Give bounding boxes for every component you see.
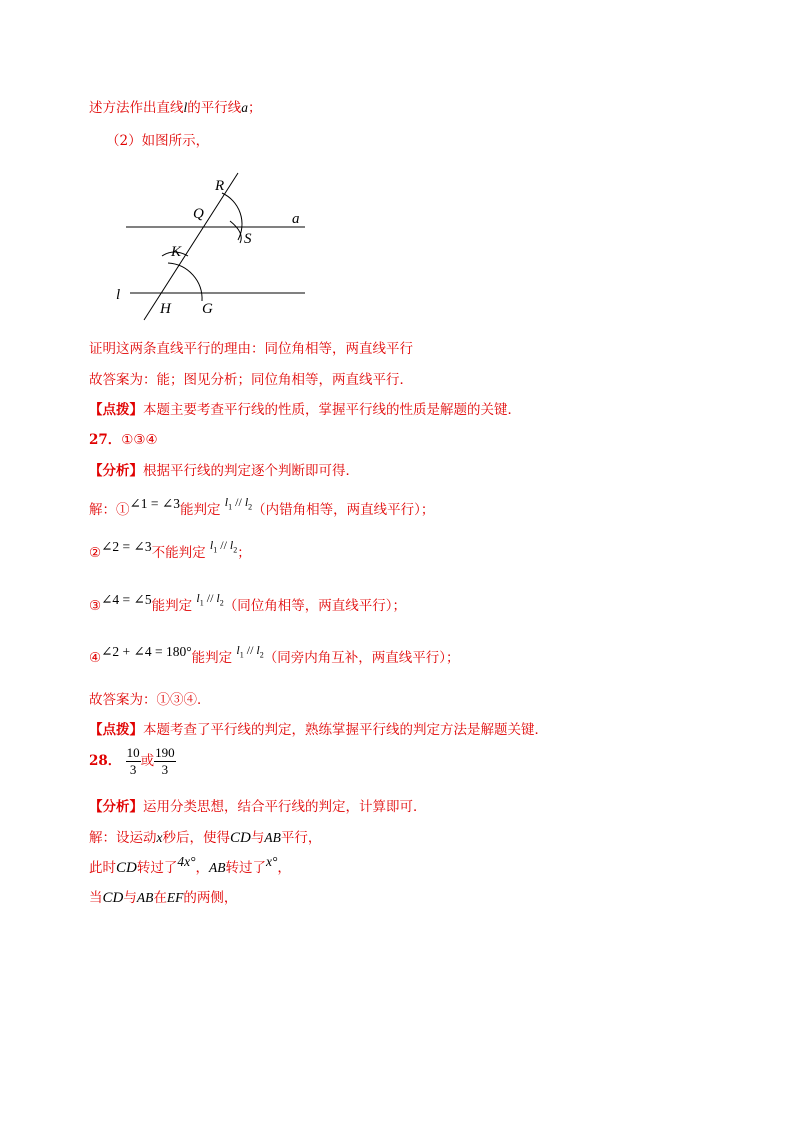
text: 不能判定 bbox=[151, 545, 206, 561]
var-ab: AB bbox=[208, 860, 226, 875]
label-H: H bbox=[160, 301, 171, 317]
arc-lower bbox=[168, 263, 202, 301]
text: 的平行线 bbox=[187, 100, 242, 116]
text: 能判定 bbox=[151, 598, 193, 614]
var-cd: CD bbox=[230, 830, 251, 846]
expr: ∠1 = ∠3 bbox=[129, 496, 180, 511]
var-a: a bbox=[241, 100, 249, 115]
label-R: R bbox=[215, 178, 225, 194]
text: 能判定 bbox=[191, 650, 233, 666]
text: 本题考查了平行线的判定，熟练掌握平行线的判定方法是解题关键． bbox=[143, 722, 548, 738]
text: 与 bbox=[250, 830, 265, 846]
text: ； bbox=[248, 100, 262, 116]
text-line-12: 故答案为：①③④． bbox=[89, 692, 211, 708]
text: ； bbox=[237, 545, 251, 561]
text: 解：设运动 bbox=[89, 830, 157, 846]
analysis-line-2 bbox=[89, 797, 427, 817]
fraction-1: $\frac{10}{3}$ bbox=[126, 745, 140, 777]
text: ③ bbox=[89, 598, 102, 614]
l1-parallel-l2: $l_1 // l_2$ bbox=[196, 591, 224, 608]
label-Q: Q bbox=[193, 206, 204, 222]
solution-line-6 bbox=[89, 854, 291, 878]
var-ab: AB bbox=[136, 890, 154, 905]
text-line-4: 故答案为：能；图见分析；同位角相等，两直线平行． bbox=[89, 372, 413, 388]
var-cd: CD bbox=[102, 890, 124, 906]
text: 与 bbox=[123, 890, 137, 906]
text: 根据平行线的判定逐个判断即可得． bbox=[143, 463, 359, 479]
l1-parallel-l2: $l_1 // l_2$ bbox=[209, 538, 238, 555]
expr: 4x° bbox=[177, 854, 196, 869]
text: 此时 bbox=[89, 860, 116, 876]
text: ， bbox=[277, 860, 291, 876]
fraction-2: $\frac{190}{3}$ bbox=[155, 745, 175, 777]
text: 解：① bbox=[89, 502, 130, 518]
expr: x° bbox=[265, 854, 278, 869]
label-K: K bbox=[171, 244, 182, 260]
answer: ①③④ bbox=[121, 432, 158, 448]
label-a: a bbox=[292, 211, 300, 227]
var-l: l bbox=[183, 100, 188, 115]
text: ② bbox=[89, 545, 102, 561]
var-ef: EF bbox=[166, 890, 184, 905]
text: 或 bbox=[140, 753, 155, 769]
var-cd: CD bbox=[116, 860, 137, 876]
text-line-2: （2）如图所示， bbox=[106, 133, 210, 149]
text-line-1 bbox=[89, 98, 262, 118]
label-S: S bbox=[244, 231, 252, 247]
question-27 bbox=[89, 430, 158, 450]
text: 本题主要考查平行线的性质，掌握平行线的性质是解题的关键． bbox=[143, 402, 521, 418]
solution-line-3 bbox=[89, 591, 407, 621]
transversal bbox=[144, 173, 238, 320]
arc-s bbox=[230, 221, 241, 243]
question-number: 28． bbox=[89, 753, 122, 769]
analysis-line-1 bbox=[89, 461, 359, 481]
label-G: G bbox=[202, 301, 213, 317]
text: ， bbox=[195, 860, 209, 876]
label-l: l bbox=[116, 287, 121, 303]
expr: ∠4 = ∠5 bbox=[101, 592, 152, 607]
text: 的两侧， bbox=[183, 890, 238, 906]
question-number: 27． bbox=[89, 432, 122, 448]
text-line-3: 证明这两条直线平行的理由：同位角相等，两直线平行 bbox=[89, 341, 413, 357]
tag: 【点拨】 bbox=[89, 722, 143, 738]
solution-line-4 bbox=[89, 643, 460, 673]
expr: ∠2 + ∠4 = 180° bbox=[101, 644, 192, 659]
text: 述方法作出直线 bbox=[89, 100, 184, 116]
text: （同旁内角互补，两直线平行）； bbox=[263, 650, 460, 666]
geometry-figure bbox=[110, 168, 320, 328]
question-28 bbox=[89, 745, 176, 778]
text: 在 bbox=[153, 890, 167, 906]
solution-line-2 bbox=[89, 538, 251, 568]
text: 转过了 bbox=[136, 860, 178, 876]
expr: ∠2 = ∠3 bbox=[101, 539, 152, 554]
tag: 【点拨】 bbox=[89, 402, 143, 418]
text: 转过了 bbox=[225, 860, 266, 876]
tag: 【分析】 bbox=[89, 463, 143, 479]
text: 能判定 bbox=[180, 502, 221, 518]
text: 当 bbox=[89, 890, 103, 906]
var-x: x bbox=[156, 830, 163, 845]
text: 平行， bbox=[280, 830, 322, 846]
text: 秒后，使得 bbox=[162, 830, 230, 846]
solution-line-1 bbox=[89, 495, 435, 525]
note-line-1 bbox=[89, 400, 521, 420]
text: ④ bbox=[89, 650, 102, 666]
var-ab: AB bbox=[264, 830, 281, 845]
arc-upper bbox=[222, 193, 242, 240]
text: （同位角相等，两直线平行）； bbox=[223, 598, 407, 614]
l1-parallel-l2: $l_1 // l_2$ bbox=[236, 643, 264, 660]
text: （内错角相等，两直线平行）； bbox=[252, 502, 435, 518]
solution-line-5 bbox=[89, 828, 321, 848]
text: 运用分类思想，结合平行线的判定，计算即可． bbox=[143, 799, 427, 815]
solution-line-7 bbox=[89, 888, 237, 908]
note-line-2 bbox=[89, 720, 548, 740]
tag: 【分析】 bbox=[89, 799, 143, 815]
l1-parallel-l2: $l_1 // l_2$ bbox=[224, 495, 253, 512]
